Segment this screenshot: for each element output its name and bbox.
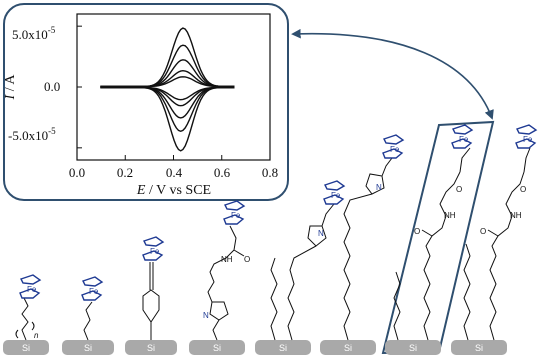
molecule-8-fe: Fe <box>523 135 533 144</box>
molecule-4-o: O <box>244 255 251 264</box>
molecule-7-carbonyl <box>422 230 432 236</box>
y-tick-label-mid: 0.0 <box>44 79 61 94</box>
molecule-2-chain <box>84 302 92 340</box>
molecule-5 <box>271 181 344 340</box>
molecule-6-linker <box>382 158 392 176</box>
molecule-6-fe: Fe <box>390 145 400 154</box>
substrate-2-label: Si <box>83 343 93 353</box>
callout-connector-arrow <box>293 34 492 118</box>
substrate-6-label: Si <box>343 343 353 353</box>
molecule-4-linker <box>230 226 236 250</box>
molecule-5-linker <box>322 204 334 226</box>
y-axis-unit: / A <box>3 74 18 95</box>
substrate-8-label: Si <box>474 343 484 353</box>
molecule-1-n: n <box>34 331 39 340</box>
molecule-7-nh: NH <box>444 211 456 220</box>
substrate-5-label: Si <box>278 343 288 353</box>
molecule-6-n: N <box>376 183 382 192</box>
substrate-1-label: Si <box>21 343 31 353</box>
x-tick-label-1: 0.2 <box>116 165 134 180</box>
molecule-4-triazole <box>210 302 228 320</box>
x-axis-symbol: E <box>136 183 146 198</box>
molecule-7-linker <box>460 148 470 172</box>
x-tick-label-3: 0.6 <box>213 165 231 180</box>
molecule-8-nh: NH <box>510 211 522 220</box>
molecule-1-fe: Fe <box>27 285 37 294</box>
x-tick-label-0: 0.0 <box>68 165 86 180</box>
molecule-3-fe: Fe <box>150 247 160 256</box>
molecule-3 <box>143 237 163 340</box>
molecule-7-main-chain <box>424 172 463 340</box>
x-tick-label-4: 0.8 <box>261 165 279 180</box>
molecule-7-fe: Fe <box>459 135 469 144</box>
molecule-4-n1: N <box>203 311 209 320</box>
molecule-1-chain <box>22 298 28 340</box>
molecule-5-fe: Fe <box>331 191 341 200</box>
y-tick-top-exp: -5 <box>47 25 56 35</box>
molecule-8 <box>464 125 536 340</box>
y-tick-bottom-mantissa: -5.0x10 <box>8 128 49 143</box>
molecule-8-amide-o: O <box>480 227 487 236</box>
molecule-8-main-chain <box>490 172 527 340</box>
molecule-8-linker <box>524 148 530 172</box>
molecule-5-n: N <box>318 229 324 238</box>
molecule-2 <box>82 277 102 340</box>
molecule-4-carbonyl <box>234 250 244 256</box>
x-axis-title <box>136 183 211 198</box>
molecule-6-main-chain <box>344 194 372 340</box>
x-axis-unit: / V vs SCE <box>145 183 212 198</box>
x-tick-label-2: 0.4 <box>165 165 183 180</box>
substrate-7-label: Si <box>408 343 418 353</box>
substrate-4-label: Si <box>212 343 222 353</box>
molecule-4-fe: Fe <box>231 211 241 220</box>
molecule-7-ether-o: O <box>456 185 463 194</box>
y-tick-top-mantissa: 5.0x10 <box>12 27 48 42</box>
molecule-7-amide-o: O <box>414 227 421 236</box>
molecule-2-fe: Fe <box>89 287 99 296</box>
molecule-1-repeat-bracket <box>16 322 34 338</box>
silicon-substrates <box>3 340 507 355</box>
molecule-8-carbonyl <box>488 230 498 236</box>
y-axis-title <box>3 74 18 101</box>
y-axis-symbol: I <box>3 94 18 100</box>
molecule-3-phenyl <box>143 290 159 322</box>
molecule-5-main-chain <box>288 246 316 340</box>
highlight-frame <box>383 122 493 353</box>
molecule-4 <box>203 201 250 340</box>
molecule-8-ether-o: O <box>520 185 527 194</box>
molecule-8-alkenyl-chain-left <box>464 244 470 340</box>
molecule-7 <box>394 125 472 340</box>
molecule-5-alkenyl-chain-left <box>271 258 277 340</box>
molecule-4-chain-lower <box>213 320 219 340</box>
molecule-1 <box>16 275 40 340</box>
y-tick-bottom-exp: -5 <box>48 126 56 136</box>
substrate-3-label: Si <box>146 343 156 353</box>
molecule-4-nh: NH <box>221 255 233 264</box>
